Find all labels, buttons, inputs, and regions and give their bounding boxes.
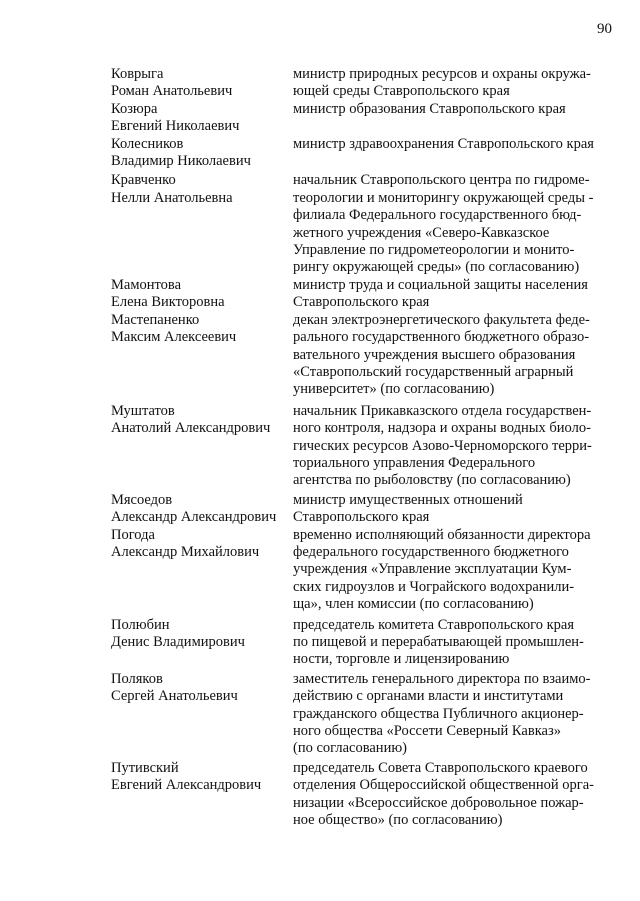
member-entry (111, 671, 616, 758)
position-line: низации «Всероссийское добровольное пожар- (293, 794, 584, 811)
member-given-names: Владимир Николаевич (111, 153, 251, 170)
member-position (293, 136, 616, 153)
member-position (293, 277, 616, 312)
member-entry (111, 277, 616, 312)
page-number: 90 (597, 21, 612, 37)
member-name (111, 671, 293, 706)
member-given-names: Сергей Анатольевич (111, 688, 238, 705)
member-given-names: Евгений Александрович (111, 777, 262, 794)
position-line: председатель Совета Ставропольского краевого (293, 759, 588, 776)
position-line: (по согласованию) (293, 740, 407, 757)
position-line: заместитель генерального директора по взаимо- (293, 670, 591, 687)
member-name (111, 403, 293, 438)
member-name (111, 617, 293, 652)
member-name (111, 277, 293, 312)
position-line: Ставропольского края (293, 509, 430, 526)
member-position (293, 172, 616, 276)
position-line: министр образования Ставропольского края (293, 100, 566, 117)
position-line: ториального управления Федерального (293, 454, 536, 471)
member-position (293, 101, 616, 118)
member-surname: Колесников (111, 135, 184, 152)
position-line: министр имущественных отношений (293, 491, 523, 508)
member-position (293, 403, 616, 490)
member-surname: Мясоедов (111, 491, 173, 508)
member-name (111, 527, 293, 562)
position-line: рального государственного бюджетного образо- (293, 329, 590, 346)
position-line: по пищевой и перерабатывающей промышлен- (293, 634, 584, 650)
position-line: действию с органами власти и институтами (293, 688, 564, 705)
member-position (293, 66, 616, 101)
member-position (293, 312, 616, 399)
member-given-names: Елена Викторовна (111, 294, 225, 311)
position-line: филиала Федерального государственного бюд- (293, 207, 582, 224)
position-line: министр природных ресурсов и охраны окружа- (293, 66, 591, 82)
member-surname: Козюра (111, 100, 158, 117)
member-given-names: Нелли Анатольевна (111, 189, 233, 206)
position-line: начальник Прикавказского отдела государствен- (293, 402, 592, 419)
position-line: ских гидроузлов и Чограйского водохранили- (293, 578, 575, 595)
member-name (111, 312, 293, 347)
member-position (293, 492, 616, 527)
member-entry (111, 760, 616, 830)
position-line: университет» (по согласованию) (293, 381, 495, 398)
position-line: «Ставропольский государственный аграрный (293, 363, 574, 380)
position-line: Управление по гидрометеорологии и монито- (293, 242, 575, 259)
position-line: ности, торговле и лицензированию (293, 651, 510, 668)
position-line: ного общества «Россети Северный Кавказ» (293, 723, 561, 740)
position-line: гических ресурсов Азово-Черноморского терри- (293, 437, 592, 454)
member-given-names: Александр Михайлович (111, 543, 260, 560)
member-entry (111, 312, 616, 399)
member-given-names: Евгений Николаевич (111, 118, 240, 135)
position-line: жетного учреждения «Северо-Кавказское (293, 224, 550, 241)
position-line: теорологии и мониторингу окружающей среды - (293, 189, 594, 206)
member-surname: Погода (111, 526, 155, 543)
position-line: гражданского общества Публичного акционер- (293, 705, 584, 722)
member-name (111, 172, 293, 207)
member-name (111, 760, 293, 795)
member-name (111, 66, 293, 101)
member-name (111, 101, 293, 136)
member-surname: Мастепаненко (111, 311, 200, 328)
member-entry (111, 172, 616, 276)
member-entry (111, 617, 616, 669)
member-surname: Поляков (111, 670, 163, 687)
member-position (293, 671, 616, 758)
member-surname: Муштатов (111, 402, 175, 419)
position-line: вательного учреждения высшего образования (293, 346, 576, 363)
member-given-names: Анатолий Александрович (111, 420, 271, 437)
commission-members-list (111, 66, 616, 829)
member-given-names: Роман Анатольевич (111, 83, 233, 100)
member-entry (111, 136, 616, 171)
member-given-names: Денис Владимирович (111, 634, 245, 650)
member-position (293, 617, 616, 669)
member-name (111, 492, 293, 527)
position-line: рингу окружающей среды» (по согласованию) (293, 259, 580, 276)
member-position (293, 527, 616, 614)
position-line: начальник Ставропольского центра по гидроме- (293, 172, 590, 189)
member-entry (111, 101, 616, 136)
member-position (293, 760, 616, 830)
position-line: ющей среды Ставропольского края (293, 83, 510, 100)
position-line: отделения Общероссийской общественной орга- (293, 777, 595, 794)
member-given-names: Александр Александрович (111, 509, 277, 526)
position-line: ное общество» (по согласованию) (293, 812, 503, 829)
position-line: учреждения «Управление эксплуатации Кум- (293, 561, 572, 578)
member-surname: Мамонтова (111, 276, 182, 293)
member-given-names: Максим Алексеевич (111, 329, 237, 346)
position-line: агентства по рыболовству (по согласованию) (293, 472, 571, 489)
position-line: министр труда и социальной защиты населения (293, 276, 588, 293)
position-line: федерального государственного бюджетного (293, 543, 569, 560)
position-line: председатель комитета Ставропольского края (293, 616, 575, 633)
position-line: временно исполняющий обязанности директора (293, 526, 591, 543)
position-line: ща», член комиссии (по согласованию) (293, 596, 534, 613)
member-surname: Путивский (111, 759, 179, 776)
position-line: министр здравоохранения Ставропольского края (293, 135, 594, 152)
member-surname: Кравченко (111, 172, 176, 189)
position-line: Ставропольского края (293, 294, 430, 311)
member-name (111, 136, 293, 171)
member-surname: Коврыга (111, 66, 164, 82)
member-entry (111, 492, 616, 527)
position-line: ного контроля, надзора и охраны водных биоло- (293, 420, 591, 437)
member-entry (111, 527, 616, 614)
member-entry (111, 403, 616, 490)
position-line: декан электроэнергетического факультета феде- (293, 311, 590, 328)
member-surname: Полюбин (111, 616, 170, 633)
member-entry (111, 66, 616, 101)
